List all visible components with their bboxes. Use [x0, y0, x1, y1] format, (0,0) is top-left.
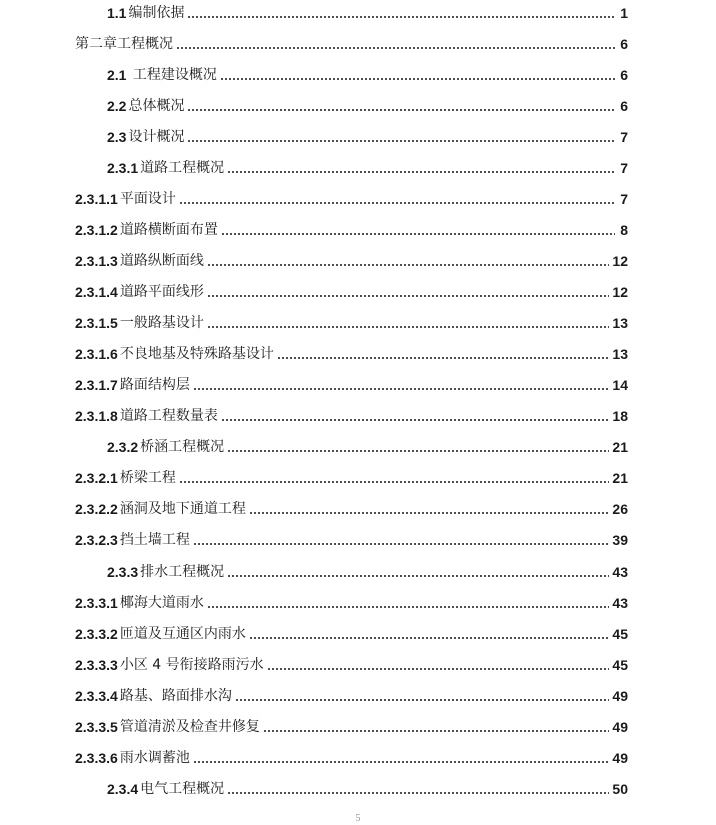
toc-entry-page: 14: [612, 377, 628, 393]
toc-entry[interactable]: [75, 652, 628, 674]
dot-leader: [267, 668, 610, 670]
dot-leader: [277, 357, 610, 359]
toc-entry-title: 挡土墙工程: [119, 532, 190, 548]
toc-entry-page: 45: [612, 657, 628, 673]
toc-entry-number: 2.1: [107, 67, 127, 83]
toc-entry-title: 雨水调蓄池: [119, 750, 190, 766]
toc-entry[interactable]: [75, 186, 628, 208]
toc-entry[interactable]: [75, 372, 628, 394]
toc-entry-title: 道路平面线形: [119, 284, 204, 300]
dot-leader: [187, 109, 615, 111]
toc-entry-number: 2.3.1.1: [75, 191, 118, 207]
toc-entry-number: 2.3.4: [107, 781, 139, 797]
toc-entry-title: 平面设计: [119, 191, 176, 207]
dot-leader: [227, 792, 609, 794]
dot-leader: [193, 761, 610, 763]
toc-entry-number: 2.3.3.2: [75, 626, 118, 642]
toc-entry[interactable]: [107, 62, 628, 84]
dot-leader: [193, 388, 610, 390]
toc-entry-page: 12: [612, 253, 628, 269]
toc-entry-page: 45: [612, 626, 628, 642]
dot-leader: [193, 543, 610, 545]
toc-entry-page: 6: [620, 98, 628, 114]
toc-entry-title: 路基、路面排水沟: [119, 688, 232, 704]
toc-entry-number: 2.3.1.4: [75, 284, 118, 300]
toc-entry[interactable]: [75, 279, 628, 301]
toc-entry-title: 道路工程数量表: [119, 408, 218, 424]
toc-entry-number: 2.3.1: [107, 160, 139, 176]
toc-entry-page: 6: [620, 36, 628, 52]
dot-leader: [207, 326, 610, 328]
toc-entry-title: 编制依据: [128, 5, 185, 21]
toc-entry[interactable]: [75, 496, 628, 518]
toc-entry-title: 一般路基设计: [119, 315, 204, 331]
toc-entry-page: 1: [620, 5, 628, 21]
toc-entry-title: 道路横断面布置: [119, 222, 218, 238]
toc-entry-page: 39: [612, 532, 628, 548]
toc-entry-title: 总体概况: [128, 98, 185, 114]
toc-entry-number: 2.3.3.6: [75, 750, 118, 766]
toc-entry-page: 49: [612, 688, 628, 704]
dot-leader: [179, 481, 610, 483]
toc-entry[interactable]: [75, 403, 628, 425]
dot-leader: [235, 699, 610, 701]
toc-entry-number: 2.3.2.2: [75, 501, 118, 517]
toc-entry-title: 桥梁工程: [119, 470, 176, 486]
toc-entry-page: 26: [612, 501, 628, 517]
toc-entry-page: 43: [612, 595, 628, 611]
dot-leader: [227, 450, 609, 452]
toc-entry-title: 第二章工程概况: [75, 36, 173, 52]
toc-entry-page: 7: [620, 160, 628, 176]
toc-entry-title: 小区 4 号衔接路雨污水: [119, 657, 264, 673]
toc-entry-title: 排水工程概况: [140, 564, 225, 580]
toc-entry-number: 2.3: [107, 129, 127, 145]
toc-entry[interactable]: [75, 465, 628, 487]
toc-entry[interactable]: [75, 310, 628, 332]
toc-entry-number: 2.3.1.7: [75, 377, 118, 393]
dot-leader: [207, 606, 610, 608]
dot-leader: [179, 202, 615, 204]
toc-entry-page: 7: [620, 129, 628, 145]
dot-leader: [249, 637, 610, 639]
dot-leader: [176, 47, 615, 49]
toc-entry-title: 路面结构层: [119, 377, 190, 393]
toc-entry-page: 12: [612, 284, 628, 300]
toc-entry[interactable]: [107, 0, 628, 22]
toc-entry-number: 2.3.3.3: [75, 657, 118, 673]
toc-entry-page: 13: [612, 315, 628, 331]
toc-entry[interactable]: [75, 621, 628, 643]
toc-entry-title: 道路纵断面线: [119, 253, 204, 269]
toc-entry-number: 2.3.3.5: [75, 719, 118, 735]
toc-entry[interactable]: [107, 776, 628, 798]
toc-entry-page: 49: [612, 750, 628, 766]
toc-entry-title: 电气工程概况: [140, 781, 225, 797]
toc-entry[interactable]: [107, 124, 628, 146]
toc-entry[interactable]: [107, 559, 628, 581]
dot-leader: [227, 171, 615, 173]
toc-entry[interactable]: [75, 248, 628, 270]
dot-leader: [207, 264, 610, 266]
toc-entry-number: 1.1: [107, 5, 127, 21]
toc-entry-number: 2.2: [107, 98, 127, 114]
toc-entry-number: 2.3.1.3: [75, 253, 118, 269]
toc-entry-number: 2.3.3.1: [75, 595, 118, 611]
toc-entry[interactable]: [75, 745, 628, 767]
toc-entry[interactable]: [75, 683, 628, 705]
toc-entry-number: 2.3.1.5: [75, 315, 118, 331]
toc-entry-page: 18: [612, 408, 628, 424]
dot-leader: [187, 16, 615, 18]
toc-entry-page: 49: [612, 719, 628, 735]
dot-leader: [227, 575, 609, 577]
toc-entry[interactable]: [75, 590, 628, 612]
page-number-footer: 5: [355, 813, 361, 824]
toc-entry-title: 椰海大道雨水: [119, 595, 204, 611]
toc-entry[interactable]: [75, 31, 628, 53]
toc-entry-page: 50: [612, 781, 628, 797]
dot-leader: [221, 419, 610, 421]
toc-entry-title: 桥涵工程概况: [140, 439, 225, 455]
toc-entry-title: 设计概况: [128, 129, 185, 145]
toc-entry[interactable]: [75, 217, 628, 239]
dot-leader: [263, 730, 610, 732]
dot-leader: [220, 78, 615, 80]
toc-entry[interactable]: [75, 341, 628, 363]
toc-entry-page: 7: [620, 191, 628, 207]
toc-entry-number: 2.3.1.2: [75, 222, 118, 238]
toc-entry-title: 匝道及互通区内雨水: [119, 626, 246, 642]
toc-entry-number: 2.3.2: [107, 439, 139, 455]
toc-entry-title: 工程建设概况: [128, 67, 217, 83]
dot-leader: [249, 512, 610, 514]
toc-entry[interactable]: [107, 434, 628, 456]
toc-entry[interactable]: [75, 527, 628, 549]
dot-leader: [187, 140, 615, 142]
toc-entry-page: 13: [612, 346, 628, 362]
toc-entry-number: 2.3.3.4: [75, 688, 118, 704]
toc-entry-title: 涵洞及地下通道工程: [119, 501, 246, 517]
toc-entry-title: 道路工程概况: [140, 160, 225, 176]
dot-leader: [221, 233, 615, 235]
toc-entry[interactable]: [107, 93, 628, 115]
toc-entry-number: 2.3.1.8: [75, 408, 118, 424]
toc-entry-title: 管道清淤及检查井修复: [119, 719, 260, 735]
toc-entry[interactable]: [75, 714, 628, 736]
toc-entry-page: 43: [612, 564, 628, 580]
toc-entry-number: 2.3.2.3: [75, 532, 118, 548]
toc-entry-page: 8: [620, 222, 628, 238]
toc-entry-number: 2.3.3: [107, 564, 139, 580]
dot-leader: [207, 295, 610, 297]
toc-entry-page: 21: [612, 439, 628, 455]
toc-entry-number: 2.3.1.6: [75, 346, 118, 362]
toc-entry-page: 6: [620, 67, 628, 83]
toc-entry[interactable]: [107, 155, 628, 177]
toc-entry-page: 21: [612, 470, 628, 486]
toc-entry-number: 2.3.2.1: [75, 470, 118, 486]
toc-entry-title: 不良地基及特殊路基设计: [119, 346, 274, 362]
